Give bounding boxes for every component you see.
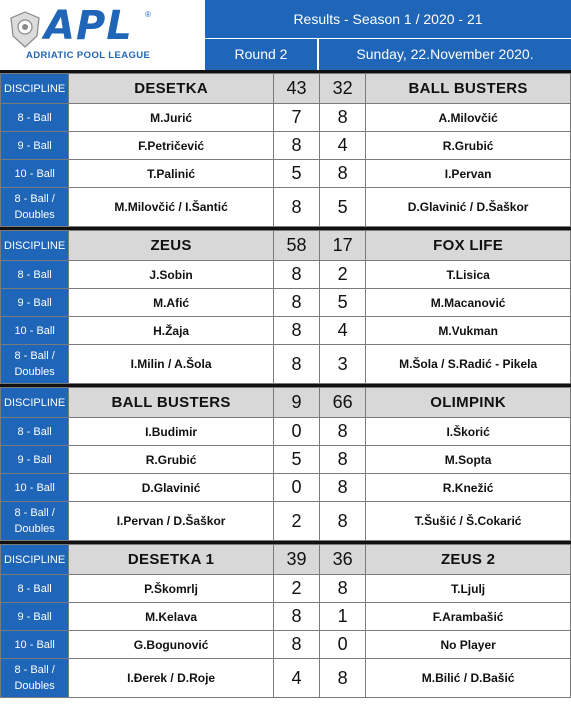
game-row (1, 104, 571, 132)
home-player: M.Afić (69, 289, 274, 317)
discipline-header: DISCIPLINE (1, 545, 69, 575)
away-player: R.Knežić (366, 474, 571, 502)
home-player-score: 8 (273, 603, 319, 631)
team-row (1, 388, 571, 418)
home-player-score: 8 (273, 345, 319, 384)
away-player: No Player (366, 631, 571, 659)
discipline-cell: 9 - Ball (1, 132, 69, 160)
home-player-score: 2 (273, 502, 319, 541)
away-player: T.Ljulj (366, 575, 571, 603)
team-row (1, 231, 571, 261)
page-title: Results - Season 1 / 2020 - 21 (205, 0, 571, 38)
home-player: M.Jurić (69, 104, 274, 132)
home-player-score: 8 (273, 261, 319, 289)
match-table (0, 230, 571, 384)
away-team-name: FOX LIFE (366, 231, 571, 261)
game-row (1, 132, 571, 160)
match-table (0, 387, 571, 541)
home-player: J.Sobin (69, 261, 274, 289)
away-player: M.Bilić / D.Bašić (366, 659, 571, 698)
home-player: F.Petričević (69, 132, 274, 160)
home-team-name: DESETKA 1 (69, 545, 274, 575)
match-table (0, 544, 571, 698)
home-player: M.Milovčić / I.Šantić (69, 188, 274, 227)
discipline-header: DISCIPLINE (1, 231, 69, 261)
registered-mark: ® (145, 10, 151, 19)
discipline-cell: 8 - Ball / Doubles (1, 188, 69, 227)
home-player: R.Grubić (69, 446, 274, 474)
home-player: D.Glavinić (69, 474, 274, 502)
away-player: I.Pervan (366, 160, 571, 188)
discipline-header: DISCIPLINE (1, 388, 69, 418)
home-player: T.Palinić (69, 160, 274, 188)
game-row (1, 502, 571, 541)
game-row (1, 446, 571, 474)
away-player-score: 1 (320, 603, 366, 631)
discipline-cell: 10 - Ball (1, 631, 69, 659)
home-player: I.Pervan / D.Šaškor (69, 502, 274, 541)
home-player-score: 5 (273, 160, 319, 188)
discipline-cell: 10 - Ball (1, 317, 69, 345)
discipline-cell: 9 - Ball (1, 289, 69, 317)
away-team-score: 36 (320, 545, 366, 575)
away-player: M.Vukman (366, 317, 571, 345)
home-player: I.Budimir (69, 418, 274, 446)
header (0, 0, 571, 70)
away-team-score: 17 (320, 231, 366, 261)
logo-subtitle: ADRIATIC POOL LEAGUE (26, 50, 151, 61)
away-player-score: 8 (320, 474, 366, 502)
away-team-name: BALL BUSTERS (366, 74, 571, 104)
match-block (0, 384, 571, 541)
home-team-score: 39 (273, 545, 319, 575)
game-row (1, 261, 571, 289)
away-player: M.Šola / S.Radić - Pikela (366, 345, 571, 384)
home-team-score: 9 (273, 388, 319, 418)
away-player-score: 3 (320, 345, 366, 384)
away-player-score: 8 (320, 659, 366, 698)
discipline-cell: 9 - Ball (1, 446, 69, 474)
discipline-cell: 10 - Ball (1, 160, 69, 188)
home-player-score: 8 (273, 631, 319, 659)
round-label: Round 2 (205, 39, 317, 70)
discipline-cell: 8 - Ball / Doubles (1, 502, 69, 541)
away-player: D.Glavinić / D.Šaškor (366, 188, 571, 227)
discipline-cell: 10 - Ball (1, 474, 69, 502)
home-player: M.Kelava (69, 603, 274, 631)
home-team-name: DESETKA (69, 74, 274, 104)
game-row (1, 603, 571, 631)
matches-list (0, 70, 571, 698)
away-player: F.Arambašić (366, 603, 571, 631)
away-player-score: 8 (320, 104, 366, 132)
home-player-score: 8 (273, 289, 319, 317)
game-row (1, 345, 571, 384)
away-player: M.Sopta (366, 446, 571, 474)
away-player: A.Milovčić (366, 104, 571, 132)
home-player-score: 2 (273, 575, 319, 603)
away-team-name: OLIMPINK (366, 388, 571, 418)
home-team-name: ZEUS (69, 231, 274, 261)
home-player: G.Bogunović (69, 631, 274, 659)
away-player-score: 5 (320, 289, 366, 317)
home-player-score: 8 (273, 188, 319, 227)
team-row (1, 74, 571, 104)
game-row (1, 160, 571, 188)
discipline-cell: 8 - Ball / Doubles (1, 659, 69, 698)
discipline-cell: 8 - Ball (1, 261, 69, 289)
away-player: I.Škorić (366, 418, 571, 446)
home-player-score: 4 (273, 659, 319, 698)
home-player-score: 7 (273, 104, 319, 132)
home-team-score: 43 (273, 74, 319, 104)
apl-logo (0, 0, 204, 70)
game-row (1, 631, 571, 659)
home-player-score: 8 (273, 132, 319, 160)
away-player-score: 2 (320, 261, 366, 289)
away-team-score: 66 (320, 388, 366, 418)
game-row (1, 659, 571, 698)
home-player-score: 5 (273, 446, 319, 474)
match-block (0, 70, 571, 227)
team-row (1, 545, 571, 575)
crest-icon (8, 10, 42, 50)
game-row (1, 575, 571, 603)
away-player: T.Lisica (366, 261, 571, 289)
home-player: I.Milin / A.Šola (69, 345, 274, 384)
home-player: I.Đerek / D.Roje (69, 659, 274, 698)
away-player: T.Šušić / Š.Cokarić (366, 502, 571, 541)
game-row (1, 474, 571, 502)
discipline-cell: 8 - Ball / Doubles (1, 345, 69, 384)
home-player-score: 0 (273, 474, 319, 502)
game-row (1, 418, 571, 446)
home-player: H.Žaja (69, 317, 274, 345)
match-block (0, 541, 571, 698)
home-player-score: 8 (273, 317, 319, 345)
game-row (1, 289, 571, 317)
away-player-score: 5 (320, 188, 366, 227)
discipline-cell: 8 - Ball (1, 104, 69, 132)
away-player-score: 4 (320, 132, 366, 160)
home-player-score: 0 (273, 418, 319, 446)
away-player-score: 8 (320, 502, 366, 541)
discipline-cell: 9 - Ball (1, 603, 69, 631)
away-player-score: 8 (320, 418, 366, 446)
home-team-name: BALL BUSTERS (69, 388, 274, 418)
away-player: M.Macanović (366, 289, 571, 317)
away-team-score: 32 (320, 74, 366, 104)
match-block (0, 227, 571, 384)
away-player: R.Grubić (366, 132, 571, 160)
away-player-score: 8 (320, 575, 366, 603)
away-player-score: 8 (320, 160, 366, 188)
discipline-header: DISCIPLINE (1, 74, 69, 104)
discipline-cell: 8 - Ball (1, 418, 69, 446)
discipline-cell: 8 - Ball (1, 575, 69, 603)
away-team-name: ZEUS 2 (366, 545, 571, 575)
date-label: Sunday, 22.November 2020. (319, 39, 571, 70)
game-row (1, 188, 571, 227)
home-player: P.Škomrlj (69, 575, 274, 603)
game-row (1, 317, 571, 345)
away-player-score: 8 (320, 446, 366, 474)
away-player-score: 0 (320, 631, 366, 659)
away-player-score: 4 (320, 317, 366, 345)
logo-wordmark: APL (44, 3, 133, 49)
match-table (0, 73, 571, 227)
home-team-score: 58 (273, 231, 319, 261)
